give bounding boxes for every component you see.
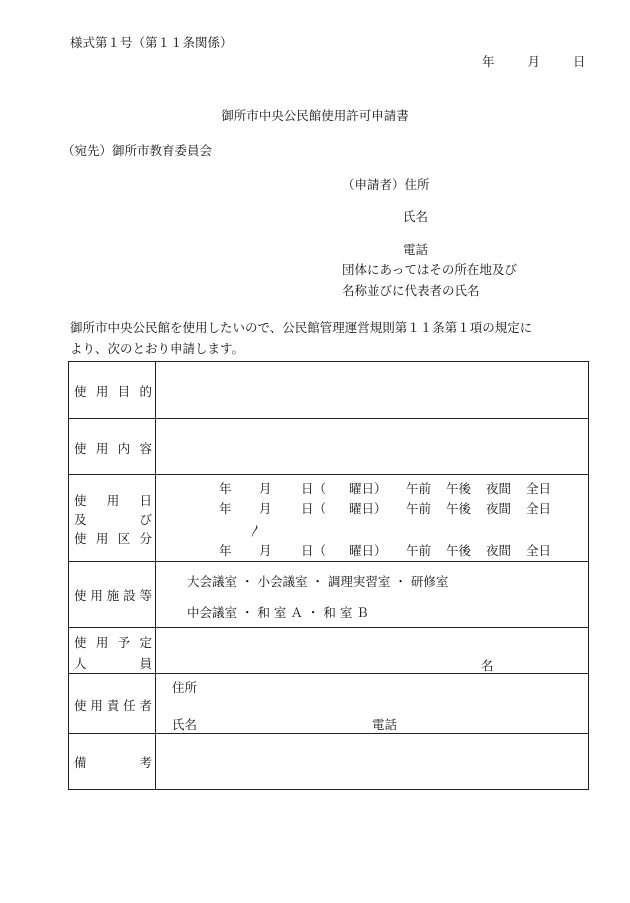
group-note-line-2: 名称並びに代表者の氏名 xyxy=(342,283,480,298)
purpose-row xyxy=(69,362,589,419)
third-afternoon-option[interactable]: 午後 xyxy=(446,543,472,558)
content-label: 使 用 内 容 xyxy=(74,441,152,456)
start-month: 月 xyxy=(259,481,272,496)
content-input[interactable] xyxy=(156,419,589,475)
people-label-line-2: 人 員 xyxy=(74,656,152,671)
date-label-cell xyxy=(69,475,156,562)
date-row xyxy=(69,475,589,562)
third-morning-option[interactable]: 午前 xyxy=(406,543,432,558)
date-label-line-1: 使 用 日 xyxy=(74,493,152,508)
facility-label-cell xyxy=(69,562,156,628)
date-label-line-3: 使 用 区 分 xyxy=(74,531,152,546)
people-count-input[interactable] xyxy=(156,628,589,674)
end-month: 月 xyxy=(259,501,272,516)
end-day: 日（ xyxy=(301,501,327,516)
responsible-label: 使 用 責 任 者 xyxy=(74,698,152,713)
purpose-input[interactable] xyxy=(156,362,589,419)
end-afternoon-option[interactable]: 午後 xyxy=(446,501,472,516)
third-month: 月 xyxy=(259,543,272,558)
start-weekday: 曜日） xyxy=(349,481,387,496)
third-weekday: 曜日） xyxy=(349,543,387,558)
third-day: 日（ xyxy=(301,543,327,558)
end-date-line xyxy=(219,499,568,517)
date-input-area[interactable] xyxy=(156,475,589,562)
third-night-option[interactable]: 夜間 xyxy=(486,543,512,558)
responsible-input-area[interactable] xyxy=(156,674,589,734)
range-tilde: 〳 xyxy=(249,523,262,538)
content-row xyxy=(69,419,589,475)
document-title: 御所市中央公民館使用許可申請書 xyxy=(221,108,409,123)
date-year-label: 年 xyxy=(482,54,495,69)
facility-label: 使 用 施 設 等 xyxy=(74,588,152,603)
end-year: 年 xyxy=(219,501,232,516)
responsible-name-label: 氏名 xyxy=(172,717,198,732)
remarks-input[interactable] xyxy=(156,734,589,790)
applicant-address-label: （申請者）住所 xyxy=(342,177,430,192)
start-date-line xyxy=(219,479,568,497)
remarks-row xyxy=(69,734,589,790)
applicant-name-label: 氏名 xyxy=(403,209,429,224)
people-label-line-1: 使 用 予 定 xyxy=(74,635,152,650)
remarks-label: 備 考 xyxy=(74,755,152,770)
facility-options[interactable] xyxy=(156,562,589,628)
people-row xyxy=(69,628,589,674)
application-date xyxy=(482,52,585,70)
facility-row xyxy=(69,562,589,628)
remarks-label-cell xyxy=(69,734,156,790)
third-date-line xyxy=(219,541,568,559)
end-weekday: 曜日） xyxy=(349,501,387,516)
start-year: 年 xyxy=(219,481,232,496)
end-morning-option[interactable]: 午前 xyxy=(406,501,432,516)
responsible-address-label: 住所 xyxy=(172,680,198,695)
start-day: 日（ xyxy=(301,481,327,496)
applicant-phone-label: 電話 xyxy=(403,242,429,257)
start-allday-option[interactable]: 全日 xyxy=(526,481,552,496)
responsible-phone-label: 電話 xyxy=(372,717,398,732)
date-label-line-2: 及 び xyxy=(74,512,152,527)
people-label-cell xyxy=(69,628,156,674)
facility-options-line-1[interactable]: 大会議室 ・ 小会議室 ・ 調理実習室 ・ 研修室 xyxy=(187,574,449,589)
responsible-label-cell xyxy=(69,674,156,734)
date-month-label: 月 xyxy=(527,54,540,69)
third-allday-option[interactable]: 全日 xyxy=(526,543,552,558)
body-text-line-1: 御所市中央公民館を使用したいので、公民館管理運営規則第１１条第１項の規定に xyxy=(70,320,533,335)
start-night-option[interactable]: 夜間 xyxy=(486,481,512,496)
content-label-cell xyxy=(69,419,156,475)
facility-options-line-2[interactable]: 中会議室 ・ 和 室 Ａ ・ 和 室 Ｂ xyxy=(187,605,369,620)
group-note-line-1: 団体にあってはその所在地及び xyxy=(342,262,517,277)
responsible-row xyxy=(69,674,589,734)
application-form-table xyxy=(68,361,589,790)
people-unit: 名 xyxy=(481,658,494,673)
form-number: 様式第１号（第１１条関係） xyxy=(70,35,233,50)
date-day-label: 日 xyxy=(572,54,586,69)
third-year: 年 xyxy=(219,543,232,558)
end-night-option[interactable]: 夜間 xyxy=(486,501,512,516)
start-afternoon-option[interactable]: 午後 xyxy=(446,481,472,496)
end-allday-option[interactable]: 全日 xyxy=(526,501,552,516)
purpose-label: 使 用 目 的 xyxy=(74,384,152,399)
body-text-line-2: より、次のとおり申請します。 xyxy=(70,341,245,356)
purpose-label-cell xyxy=(69,362,156,419)
addressee: （宛先）御所市教育委員会 xyxy=(62,143,213,158)
start-morning-option[interactable]: 午前 xyxy=(406,481,432,496)
